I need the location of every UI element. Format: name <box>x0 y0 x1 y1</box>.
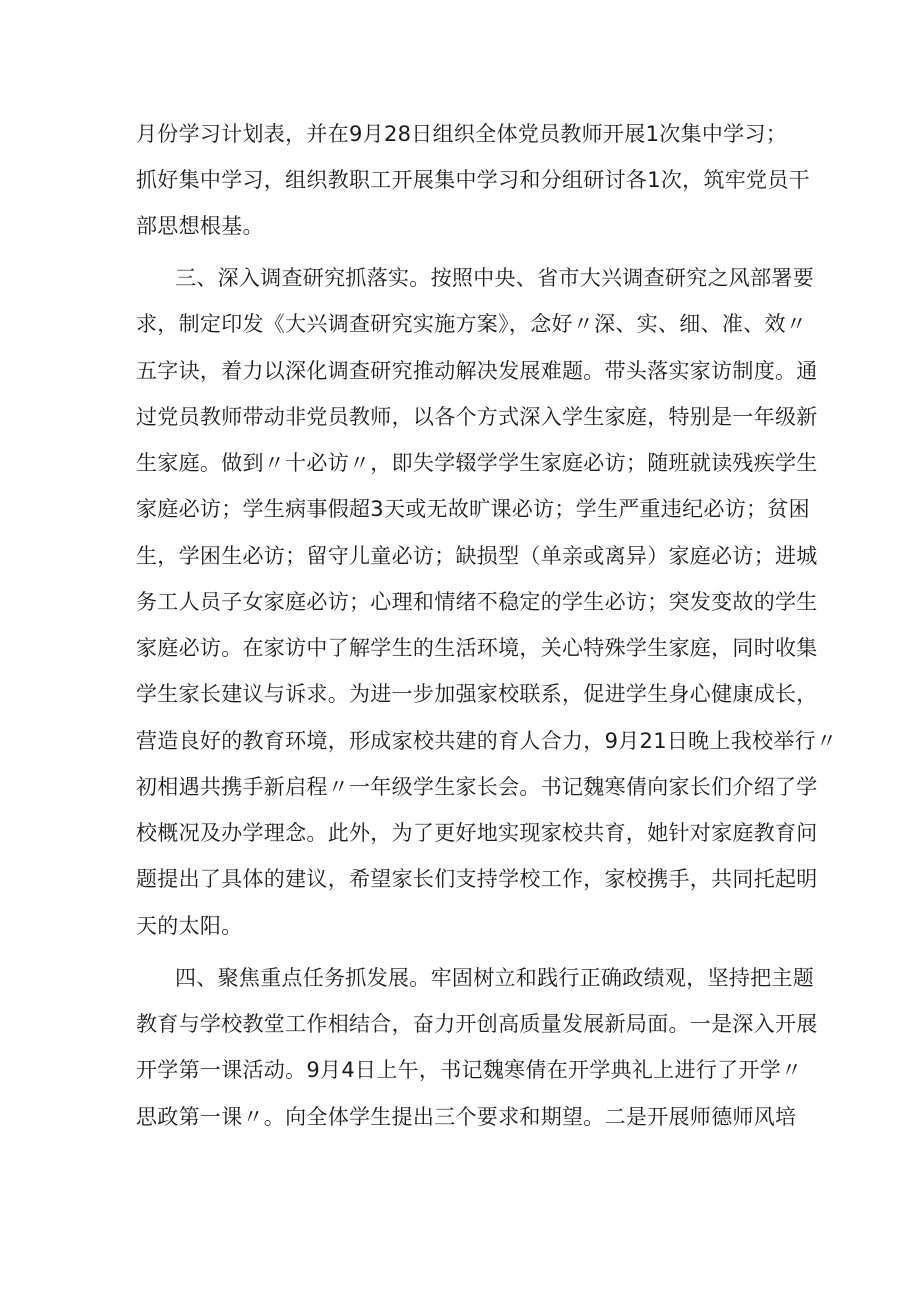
text-line: 思政第一课〃。向全体学生提出三个要求和期望。二是开展师德师风培 <box>136 1105 797 1129</box>
text-line: 务工人员子女家庭必访；心理和情绪不稳定的学生必访；突发变故的学生 <box>136 590 818 614</box>
text-line: 校概况及办学理念。此外，为了更好地实现家校共育，她针对家庭教育问 <box>136 821 818 845</box>
section-heading-line: 四、聚焦重点任务抓发展。牢固树立和践行正确政绩观，坚持把主题 <box>175 966 814 990</box>
text-line: 月份学习计划表，并在9月28日组织全体党员教师开展1次集中学习； <box>136 122 788 146</box>
text-line: 过党员教师带动非党员教师，以各个方式深入学生家庭，特别是一年级新 <box>136 405 818 429</box>
text-line: 题提出了具体的建议，希望家长们支持学校工作，家校携手，共同托起明 <box>136 867 818 891</box>
text-line: 家庭必访；学生病事假超3天或无故旷课必访；学生严重违纪必访；贫困 <box>136 497 810 521</box>
text-line: 生，学困生必访；留守儿童必访；缺损型（单亲或离异）家庭必访；进城 <box>136 544 818 568</box>
text-line: 初相遇共携手新启程〃一年级学生家长会。书记魏寒倩向家长们介绍了学 <box>136 775 818 799</box>
text-line: 教育与学校教堂工作相结合，奋力开创高质量发展新局面。一是深入开展 <box>136 1012 818 1036</box>
text-line: 学生家长建议与诉求。为进一步加强家校联系，促进学生身心健康成长， <box>136 682 818 706</box>
text-line: 五字诀，着力以深化调查研究推动解决发展难题。带头落实家访制度。通 <box>136 359 818 383</box>
text-line: 开学第一课活动。9月4日上午，书记魏寒倩在开学典礼上进行了开学〃 <box>136 1058 803 1082</box>
text-line: 营造良好的教育环境，形成家校共建的育人合力，9月21日晚上我校举行〃 <box>136 729 838 753</box>
text-line: 天的太阳。 <box>136 914 243 938</box>
section-heading-line: 三、深入调查研究抓落实。按照中央、省市大兴调查研究之风部署要 <box>175 266 814 290</box>
text-line: 抓好集中学习，组织教职工开展集中学习和分组研讨各1次，筑牢党员干 <box>136 168 810 192</box>
text-line: 求，制定印发《大兴调查研究实施方案》，念好〃深、实、细、准、效〃 <box>136 312 808 336</box>
text-line: 部思想根基。 <box>136 214 264 238</box>
text-line: 家庭必访。在家访中了解学生的生活环境，关心特殊学生家庭，同时收集 <box>136 636 818 660</box>
text-line: 生家庭。做到〃十必访〃，即失学辍学学生家庭必访；随班就读残疾学生 <box>136 451 818 475</box>
